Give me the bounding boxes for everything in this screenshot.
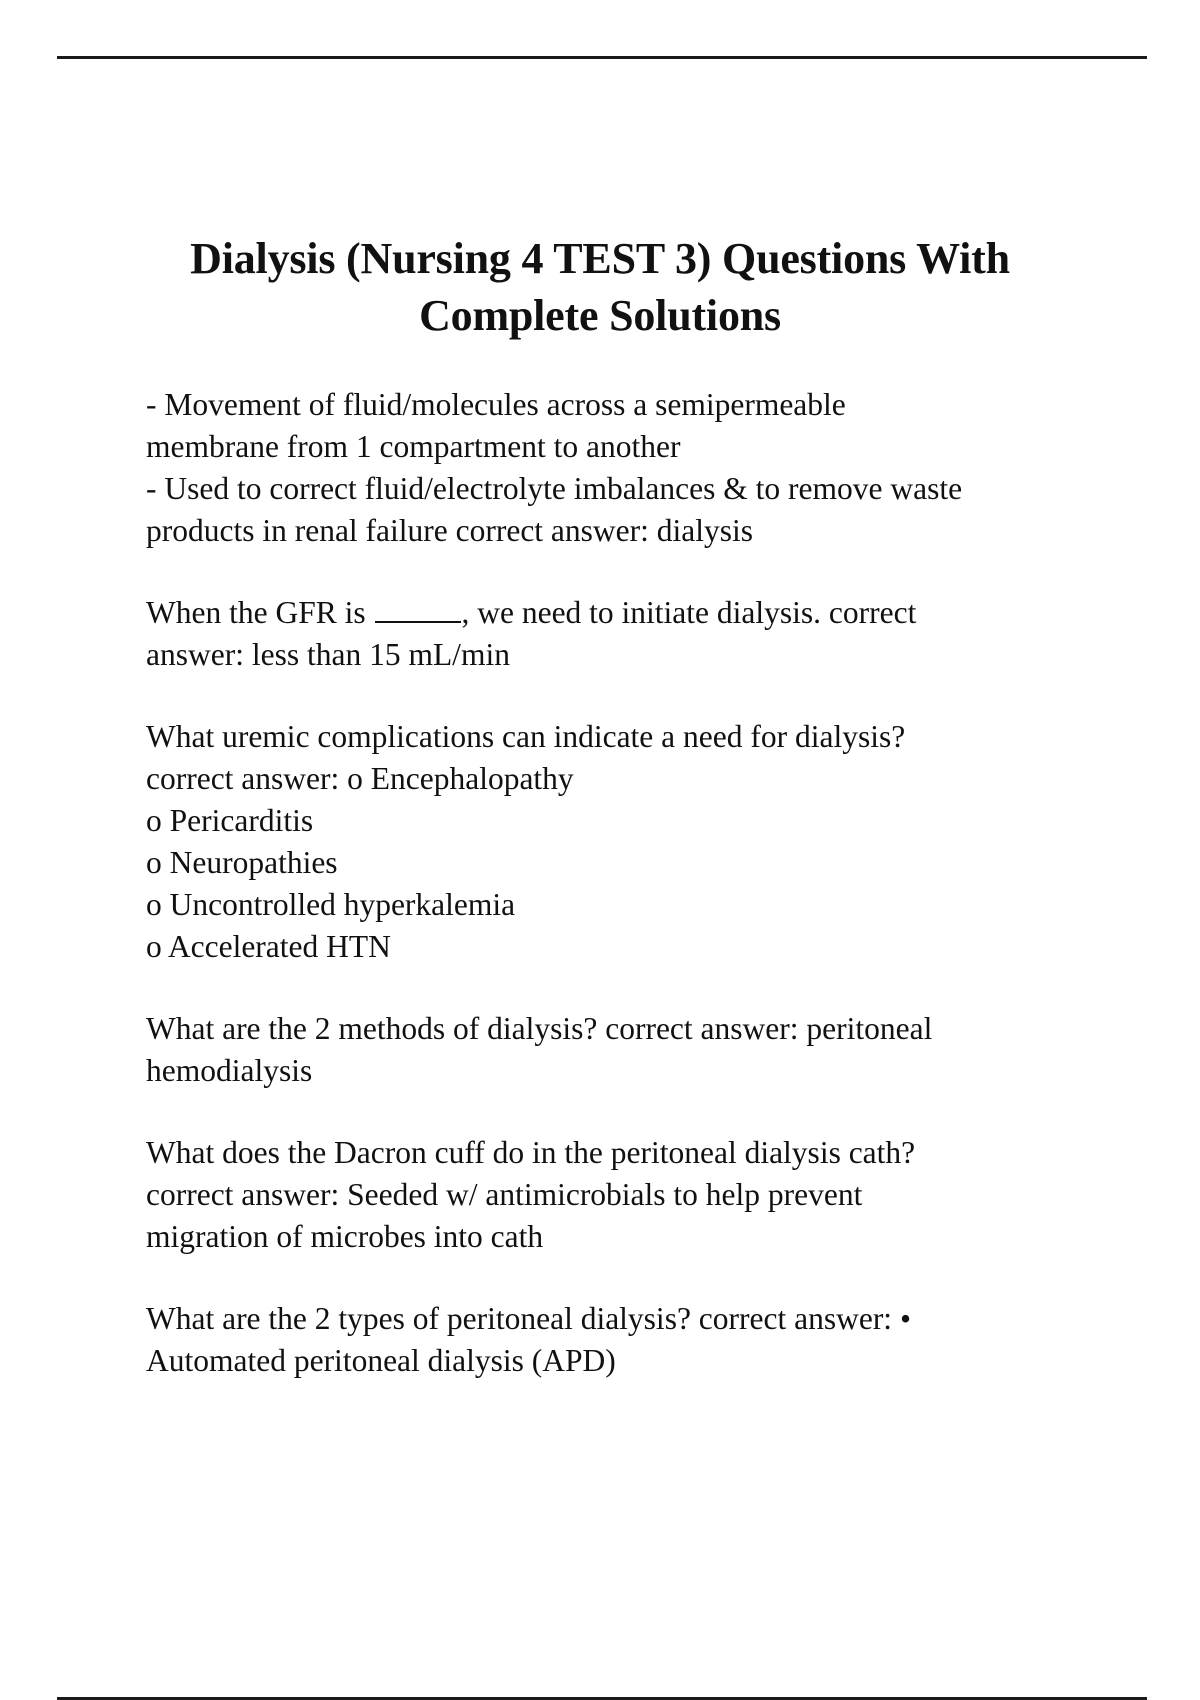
text-line: migration of microbes into cath: [146, 1219, 544, 1254]
text-line: Automated peritoneal dialysis (APD): [146, 1343, 616, 1378]
fill-in-blank: [375, 595, 461, 623]
text-line: correct answer: o Encephalopathy: [146, 761, 574, 796]
text-line: answer: less than 15 mL/min: [146, 637, 510, 672]
document-title: [100, 230, 1100, 344]
text-line: hemodialysis: [146, 1053, 313, 1088]
text-line: correct answer: Seeded w/ antimicrobials to help prevent: [146, 1177, 863, 1212]
text-line: [146, 592, 1106, 634]
list-item: o Accelerated HTN: [146, 929, 391, 964]
list-item: o Pericarditis: [146, 803, 314, 838]
list-item: o Uncontrolled hyperkalemia: [146, 887, 516, 922]
qa-entry-dialysis-methods: [146, 1008, 1106, 1092]
qa-entry-dacron-cuff: [146, 1132, 1106, 1258]
text-line: What uremic complications can indicate a need for dialysis?: [146, 719, 906, 754]
qa-entry-gfr: [146, 592, 1106, 676]
header-rule: [57, 56, 1147, 59]
text-fragment: When the GFR is: [146, 595, 374, 630]
text-line: products in renal failure correct answer: dialysis: [146, 513, 754, 548]
text-line: What are the 2 methods of dialysis? correct answer: peritoneal: [146, 1011, 933, 1046]
qa-entry-peritoneal-types: [146, 1298, 1106, 1382]
title-line-1: Dialysis (Nursing 4 TEST 3) Questions With: [190, 234, 1010, 283]
qa-entry-dialysis-definition: [146, 384, 1106, 552]
text-line: - Used to correct fluid/electrolyte imbalances & to remove waste: [146, 471, 963, 506]
text-fragment: , we need to initiate dialysis. correct: [461, 595, 917, 630]
text-line: membrane from 1 compartment to another: [146, 429, 681, 464]
text-line: What are the 2 types of peritoneal dialysis? correct answer: •: [146, 1301, 911, 1336]
text-line: What does the Dacron cuff do in the peritoneal dialysis cath?: [146, 1135, 916, 1170]
title-line-2: Complete Solutions: [419, 291, 781, 340]
text-line: - Movement of fluid/molecules across a semipermeable: [146, 387, 846, 422]
document-body: [146, 384, 1106, 1422]
qa-entry-uremic-complications: [146, 716, 1106, 968]
list-item: o Neuropathies: [146, 845, 338, 880]
